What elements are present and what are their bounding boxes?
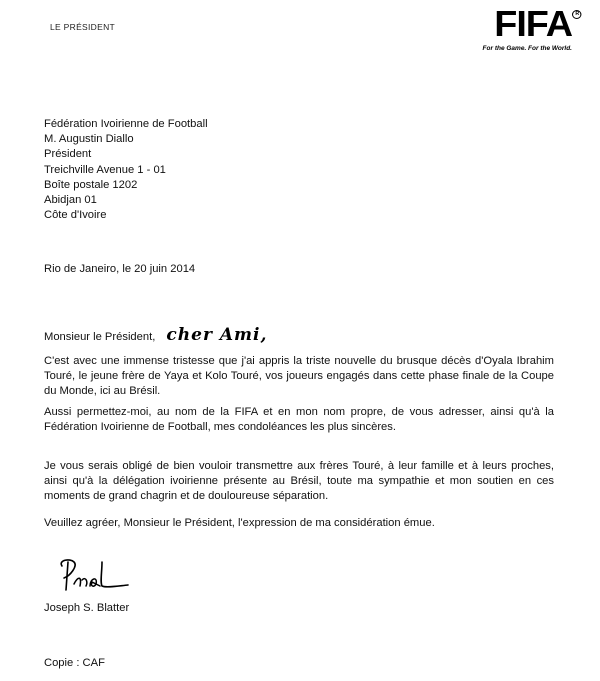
paragraph: C'est avec une immense tristesse que j'ai appris la triste nouvelle du brusque décès d'Oyala Ibrahim Touré, le jeune frère de Yaya et Kolo Touré, vos joueurs engagés dans cette phase finale de la Coupe du Monde, ici au Brésil.	[44, 355, 554, 398]
address-line: Boîte postale 1202	[44, 178, 138, 191]
logo-tagline: For the Game. For the World.	[482, 45, 572, 52]
recipient-address	[44, 117, 208, 223]
handwritten-signature	[56, 556, 136, 596]
signer-name: Joseph S. Blatter	[44, 602, 130, 614]
address-line: Fédération Ivoirienne de Football	[44, 118, 208, 130]
registered-mark-icon: R	[572, 10, 581, 19]
address-line: Président	[44, 148, 92, 161]
paragraph: Aussi permettez-moi, au nom de la FIFA et en mon nom propre, de vous adresser, ainsi qu'à la Fédération Ivoirienne de Football, mes condoléances les plus sincères.	[44, 406, 554, 434]
sender-title: LE PRÉSIDENT	[50, 22, 116, 32]
salutation	[44, 325, 268, 345]
copy-line: Copie : CAF	[44, 657, 105, 669]
address-line: M. Augustin Diallo	[44, 133, 134, 146]
paragraph: Je vous serais obligé de bien vouloir transmettre aux frères Touré, à leur famille et à leurs proches, ainsi qu'à la délégation ivoirienne présente au Brésil, toute ma sympathie et mon soutien en ces moments de grand chagrin et de douloureuse séparation.	[44, 460, 554, 503]
address-line: Treichville Avenue 1 - 01	[44, 163, 166, 176]
date-line: Rio de Janeiro, le 20 juin 2014	[44, 263, 196, 275]
closing-paragraph: Veuillez agréer, Monsieur le Président, l'expression de ma considération émue.	[44, 517, 435, 529]
fifa-logo	[467, 3, 579, 52]
address-line: Abidjan 01	[44, 194, 97, 207]
salutation-handwritten: cher Ami,	[166, 325, 268, 345]
logo-wordmark: FIFA R	[494, 6, 572, 42]
address-line: Côte d'Ivoire	[44, 209, 107, 222]
salutation-printed: Monsieur le Président,	[44, 331, 156, 343]
